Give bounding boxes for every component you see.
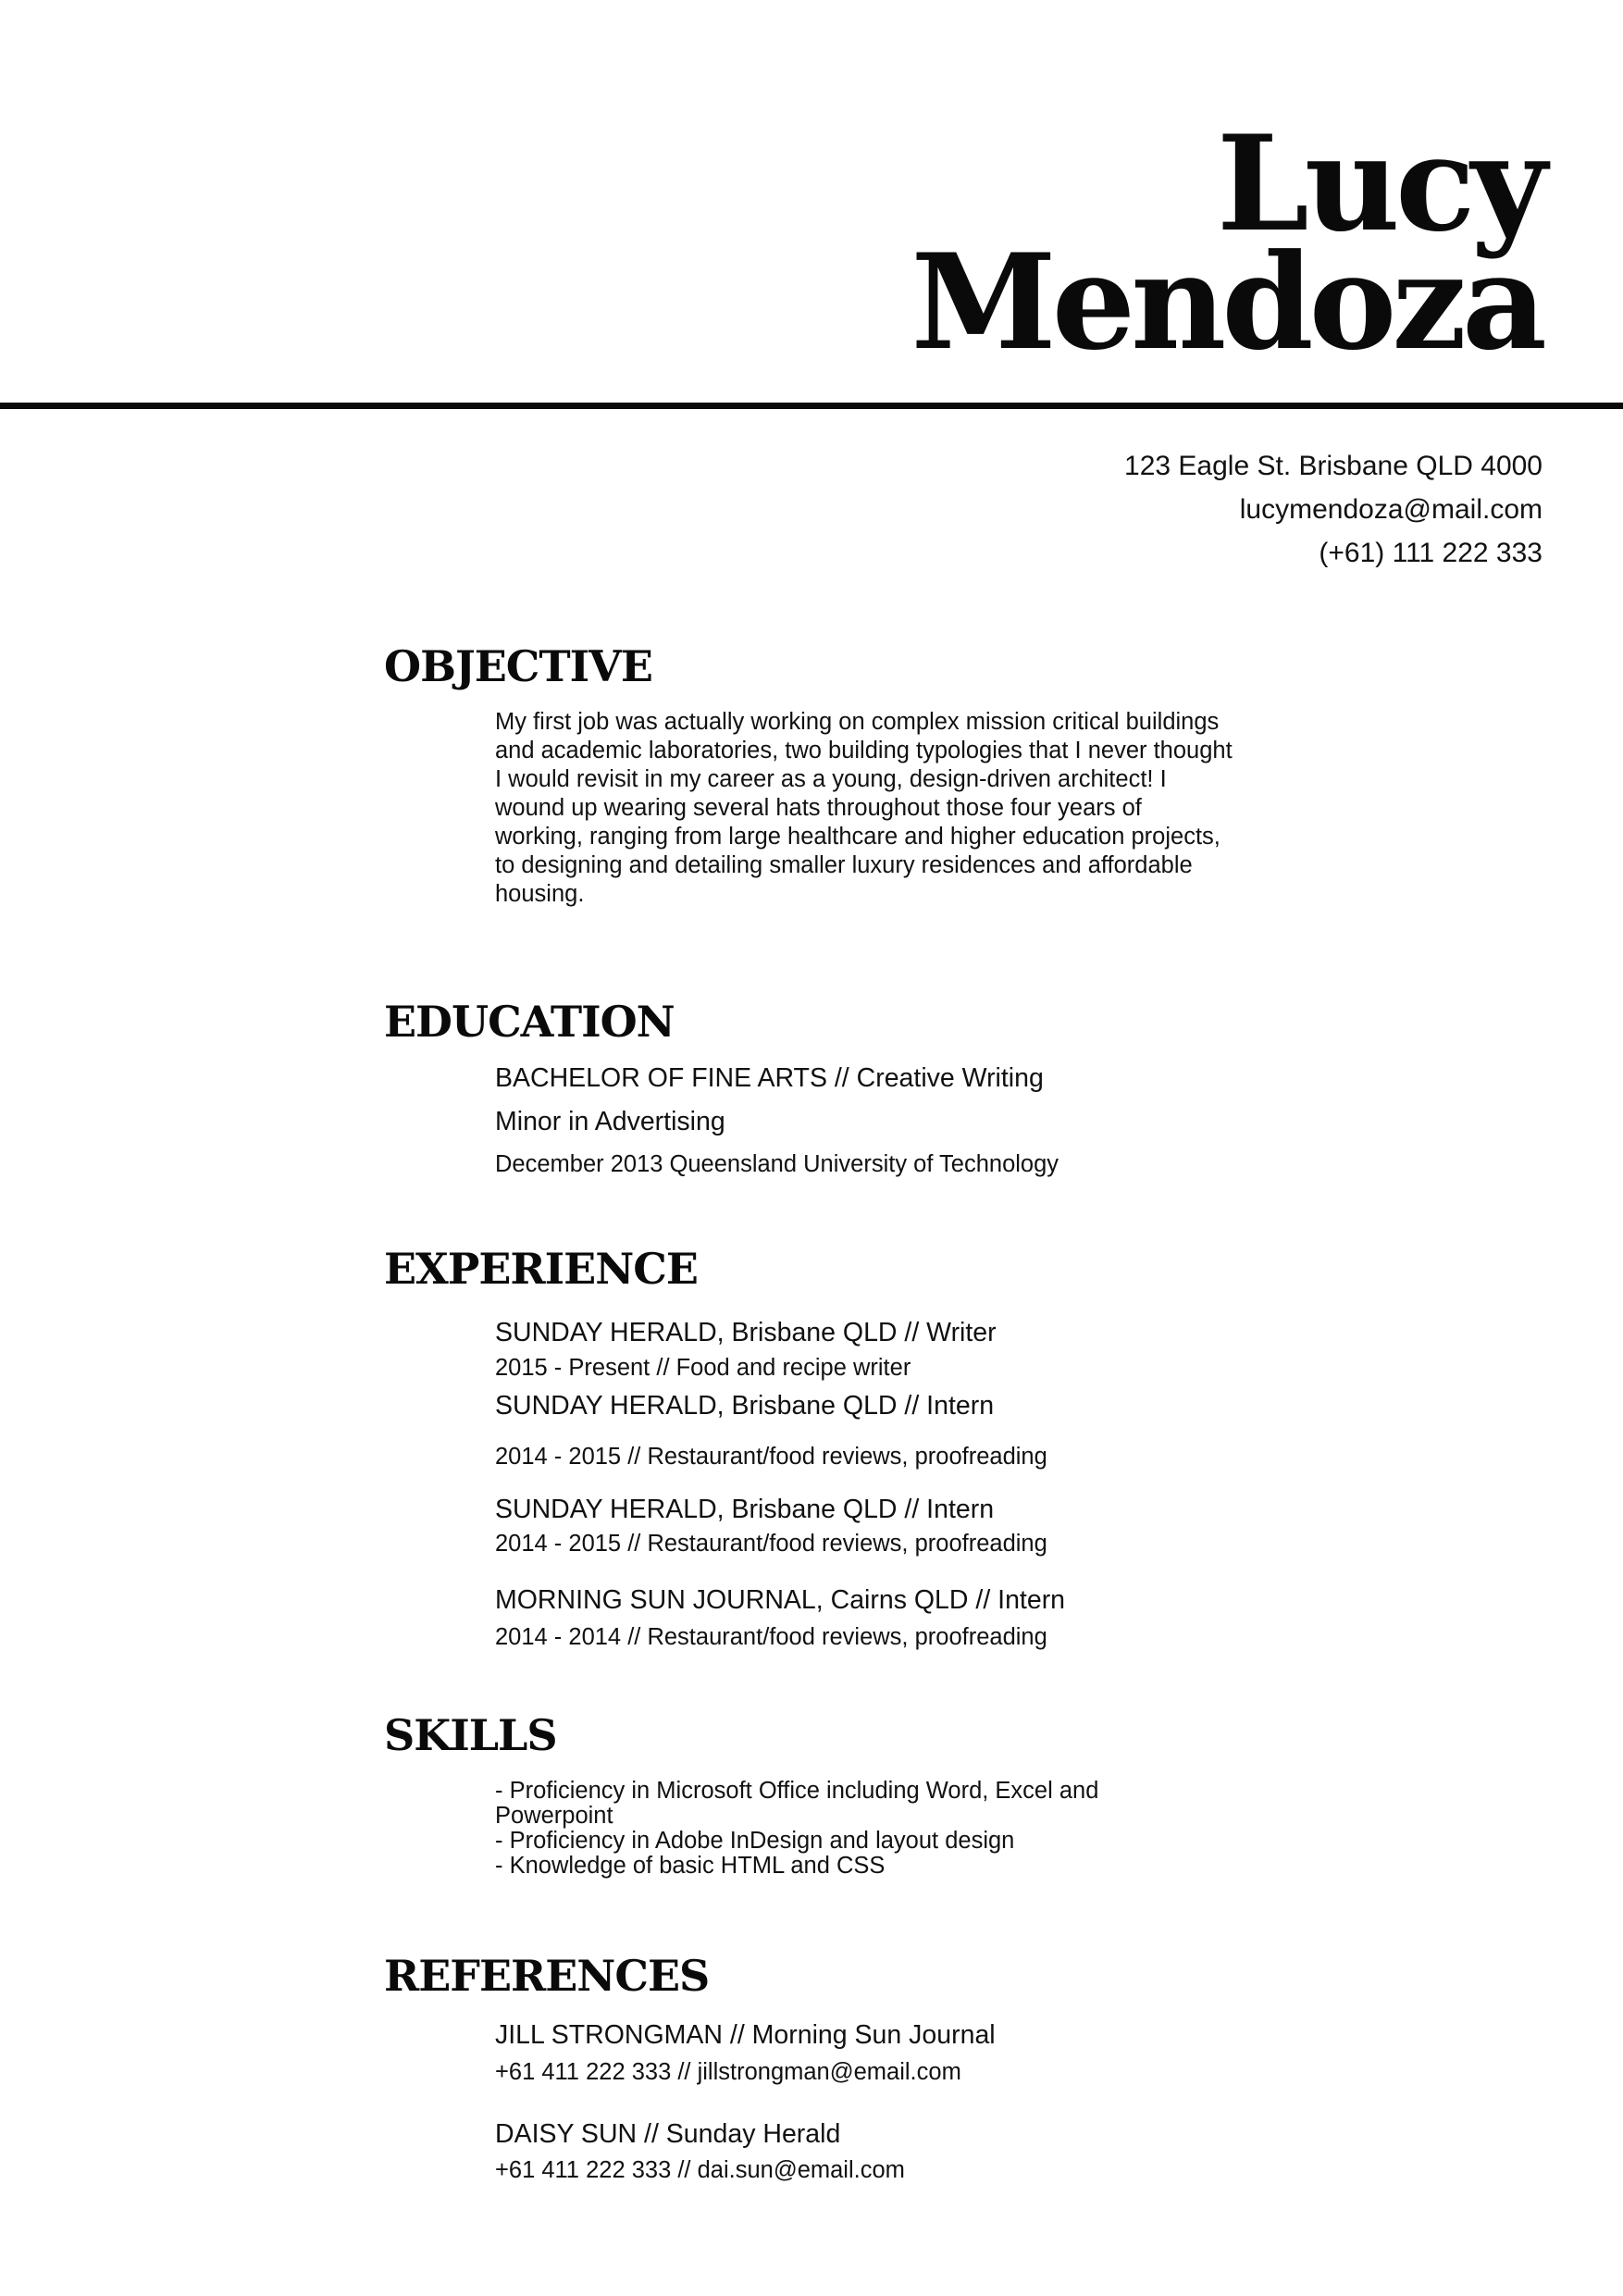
experience-role: MORNING SUN JOURNAL, Cairns QLD // Intern [495, 1585, 1066, 1615]
objective-section [495, 708, 1235, 909]
experience-details: 2014 - 2015 // Restaurant/food reviews, proofreading [495, 1444, 1047, 1470]
experience-heading: EXPERIENCE [384, 1244, 698, 1294]
reference-contact: +61 411 222 333 // jillstrongman@email.com [495, 2059, 961, 2085]
experience-role: SUNDAY HERALD, Brisbane QLD // Writer [495, 1318, 997, 1347]
skills-section [495, 1779, 1180, 1879]
experience-details: 2014 - 2014 // Restaurant/food reviews, proofreading [495, 1624, 1047, 1650]
education-details: December 2013 Queensland University of Technology [495, 1151, 1059, 1177]
contact-email: lucymendoza@mail.com [1239, 494, 1542, 525]
contact-block [1124, 444, 1542, 575]
contact-phone: (+61) 111 222 333 [1319, 538, 1542, 568]
reference-contact: +61 411 222 333 // dai.sun@email.com [495, 2157, 905, 2183]
first-name: Lucy [1216, 107, 1542, 261]
skill-item: - Proficiency in Adobe InDesign and layout design [495, 1828, 1015, 1854]
education-minor: Minor in Advertising [495, 1107, 725, 1136]
skill-item: - Proficiency in Microsoft Office including Word, Excel and Powerpoint [495, 1778, 1099, 1829]
skill-item: - Knowledge of basic HTML and CSS [495, 1853, 886, 1879]
references-heading: REFERENCES [384, 1951, 710, 2001]
last-name: Mendoza [911, 226, 1542, 379]
reference-name: DAISY SUN // Sunday Herald [495, 2119, 841, 2149]
experience-role: SUNDAY HERALD, Brisbane QLD // Intern [495, 1495, 995, 1524]
skills-heading: SKILLS [384, 1710, 557, 1760]
education-heading: EDUCATION [384, 997, 675, 1047]
experience-details: 2014 - 2015 // Restaurant/food reviews, proofreading [495, 1531, 1047, 1557]
contact-address: 123 Eagle St. Brisbane QLD 4000 [1124, 451, 1542, 481]
education-degree: BACHELOR OF FINE ARTS // Creative Writing [495, 1063, 1044, 1093]
reference-name: JILL STRONGMAN // Morning Sun Journal [495, 2020, 996, 2050]
skills-list [495, 1779, 1180, 1879]
candidate-name [911, 107, 1542, 379]
header-divider [0, 403, 1623, 409]
objective-heading: OBJECTIVE [384, 641, 652, 691]
experience-details: 2015 - Present // Food and recipe writer [495, 1355, 911, 1381]
experience-role: SUNDAY HERALD, Brisbane QLD // Intern [495, 1391, 995, 1421]
objective-text: My first job was actually working on complex mission critical buildings and academic laboratories, two building typologies that I never thought I would revisit in my career as a young, design-driven architect! I wound up wearing several hats throughout those four years of working, ranging from large healthcare and higher education projects, to designing and detailing smaller luxury residences and affordable housing. [495, 709, 1233, 907]
